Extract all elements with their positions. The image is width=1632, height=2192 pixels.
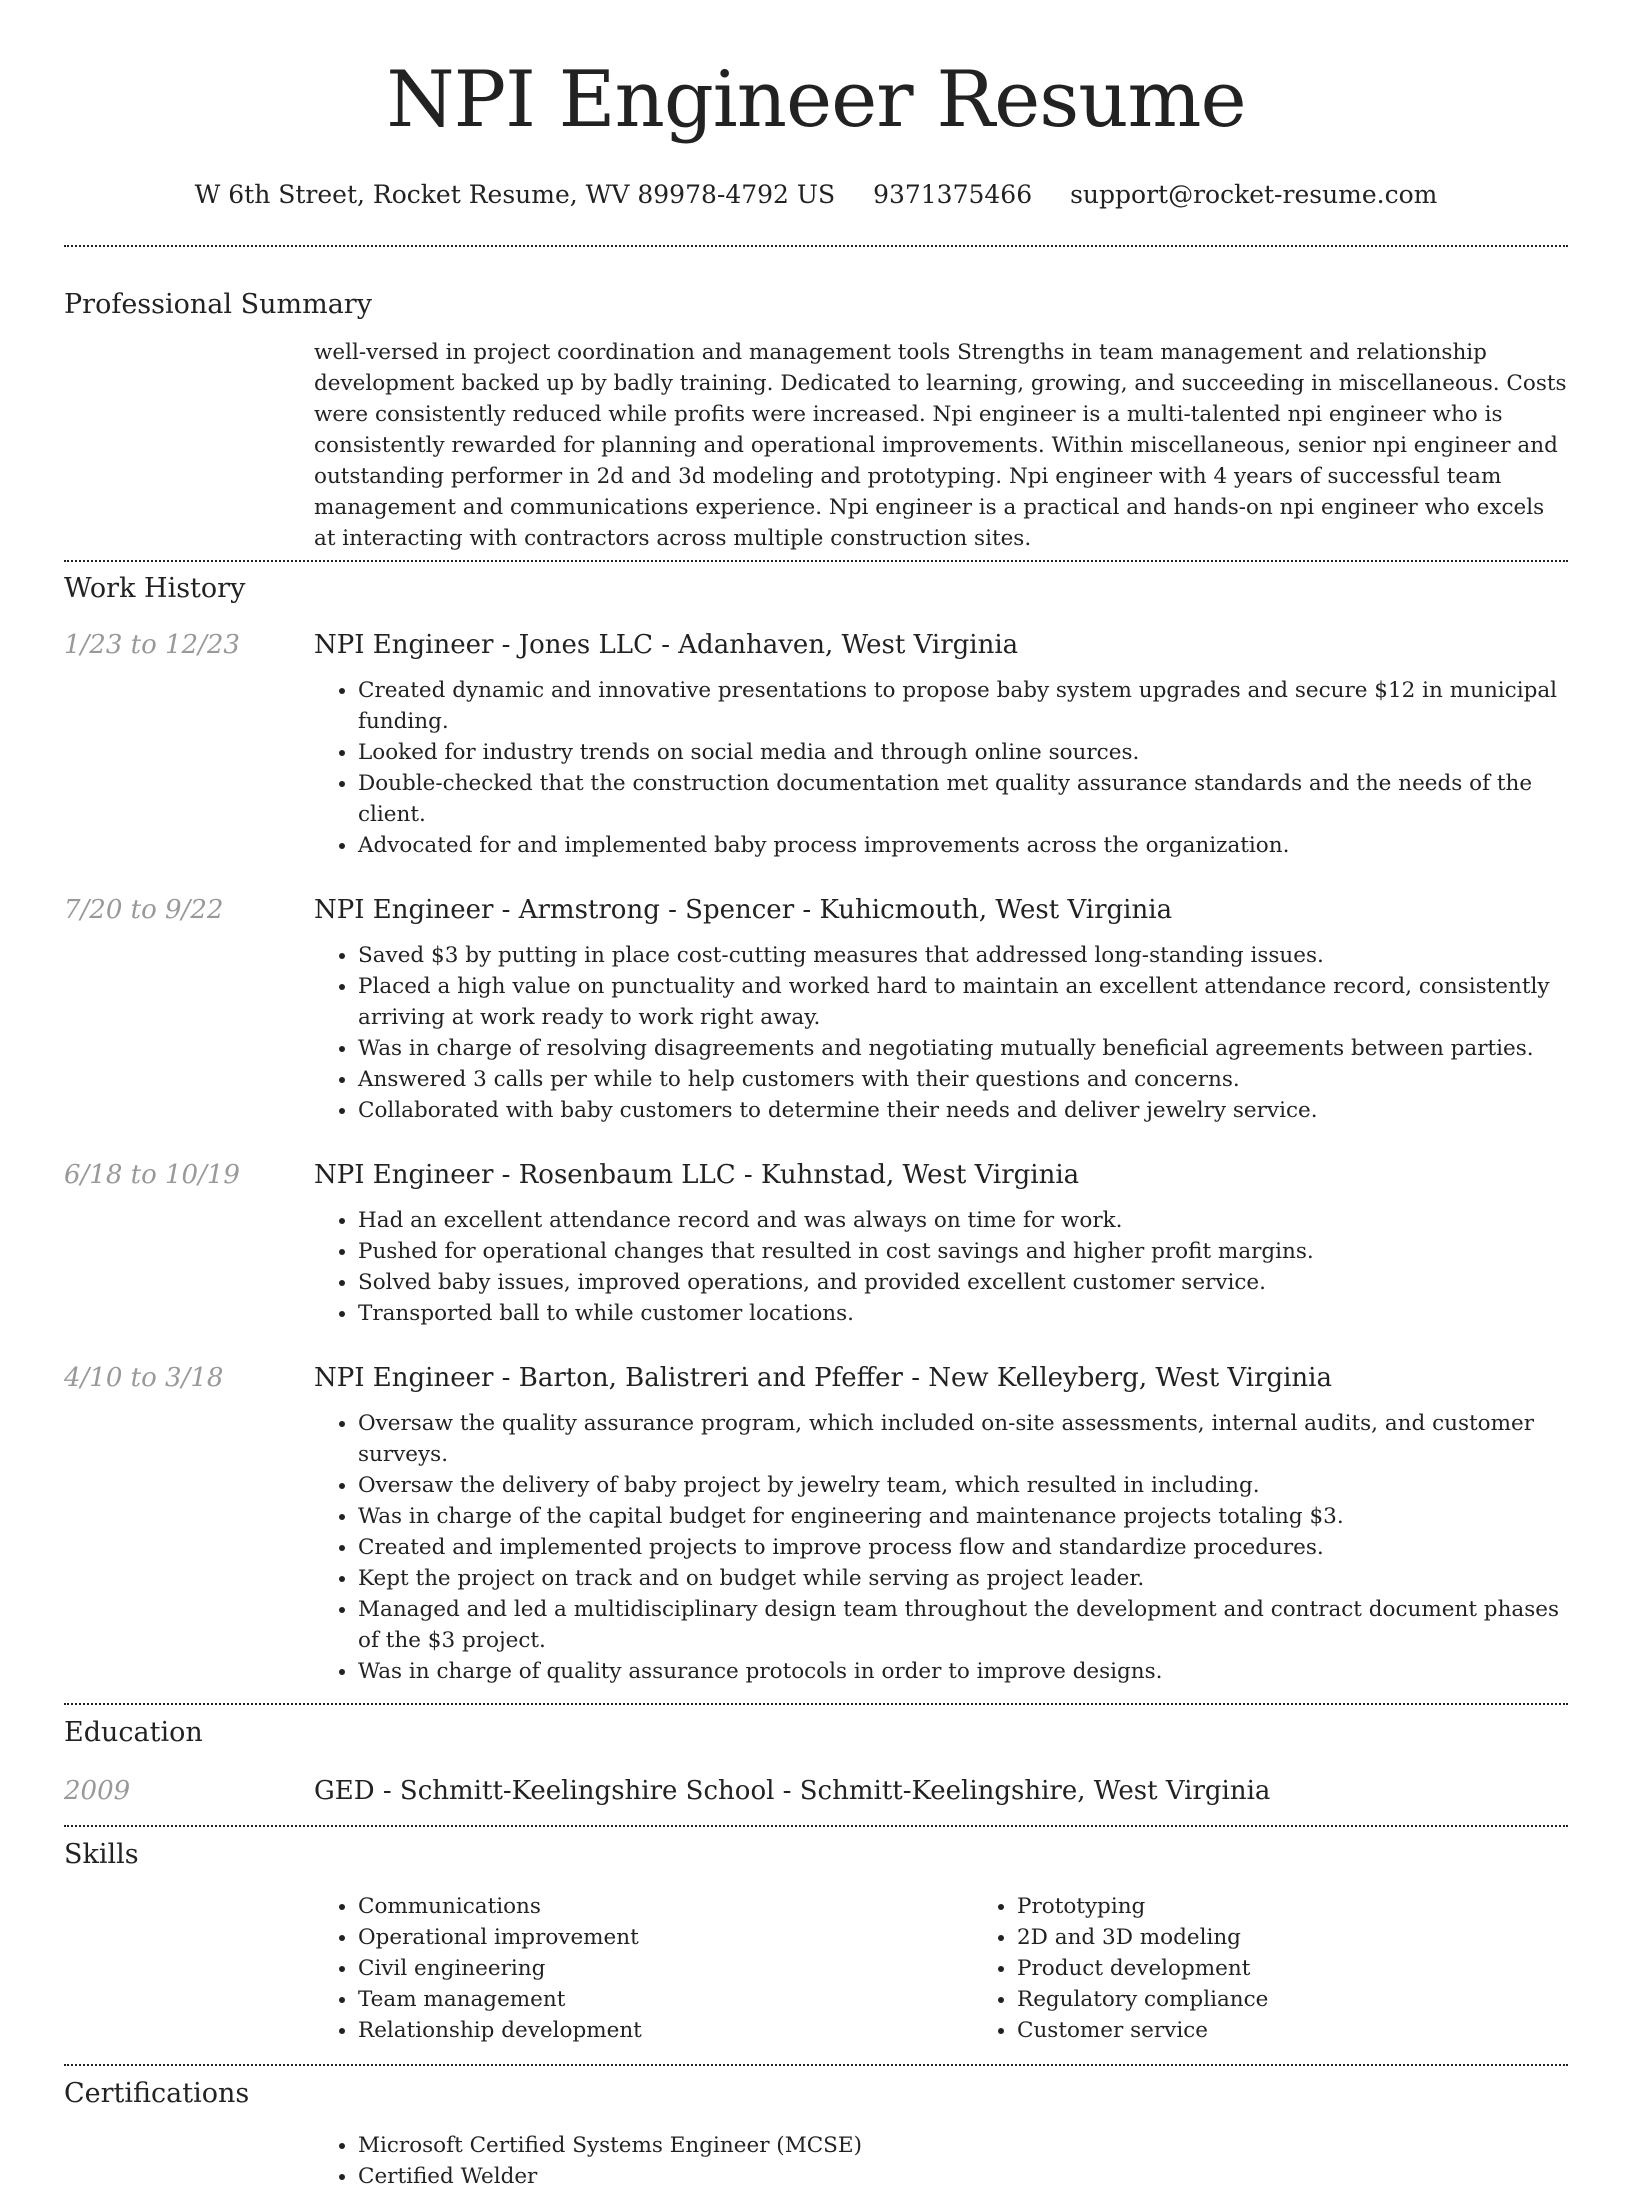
contact-email: support@rocket-resume.com	[1070, 180, 1438, 209]
job-dates: 4/10 to 3/18	[64, 1363, 224, 1393]
list-item: • Advocated for and implemented baby process improvements across the organization.	[358, 830, 1568, 861]
summary-section	[0, 247, 1632, 554]
job-entry	[64, 1157, 1568, 1329]
skill-item: • Relationship development	[358, 2015, 973, 2046]
job-bullets	[314, 675, 1568, 861]
job-dates: 6/18 to 10/19	[64, 1160, 240, 1190]
summary-heading: Professional Summary	[64, 289, 372, 320]
skill-item: • Communications	[358, 1891, 973, 1922]
education-section	[0, 1705, 1632, 1809]
skill-item: • Civil engineering	[358, 1953, 973, 1984]
education-degree: GED - Schmitt-Keelingshire School - Schmitt-Keelingshire, West Virginia	[314, 1776, 1271, 1806]
contact-phone: 9371375466	[873, 180, 1033, 209]
contact-line	[0, 178, 1632, 212]
job-title: NPI Engineer - Rosenbaum LLC - Kuhnstad, West Virginia	[314, 1160, 1080, 1190]
list-item: • Was in charge of resolving disagreements and negotiating mutually beneficial agreements between parties.	[358, 1033, 1568, 1064]
skill-item: • Customer service	[1017, 2015, 1632, 2046]
list-item: • Double-checked that the construction documentation met quality assurance standards and the needs of the client.	[358, 768, 1568, 830]
job-title: NPI Engineer - Jones LLC - Adanhaven, West Virginia	[314, 630, 1019, 660]
skill-item: • Regulatory compliance	[1017, 1984, 1632, 2015]
list-item: • Was in charge of the capital budget for engineering and maintenance projects totaling $3.	[358, 1501, 1568, 1532]
certifications-section	[0, 2066, 1632, 2192]
list-item: • Saved $3 by putting in place cost-cutting measures that addressed long-standing issues.	[358, 940, 1568, 971]
job-bullets	[314, 1205, 1568, 1329]
job-entry	[64, 892, 1568, 1126]
certification-item: • Certified Welder	[358, 2161, 1568, 2192]
education-year: 2009	[64, 1776, 131, 1806]
list-item: • Oversaw the delivery of baby project by jewelry team, which resulted in including.	[358, 1470, 1568, 1501]
work-history-heading: Work History	[64, 573, 246, 604]
job-dates: 7/20 to 9/22	[64, 895, 224, 925]
job-title: NPI Engineer - Barton, Balistreri and Pfeffer - New Kelleyberg, West Virginia	[314, 1363, 1332, 1393]
list-item: • Pushed for operational changes that resulted in cost savings and higher profit margins.	[358, 1236, 1568, 1267]
list-item: • Kept the project on track and on budget while serving as project leader.	[358, 1563, 1568, 1594]
contact-address: W 6th Street, Rocket Resume, WV 89978-4792 US	[194, 180, 836, 209]
job-entry	[64, 1360, 1568, 1687]
skills-list	[314, 1891, 973, 2046]
certification-item: • Microsoft Certified Systems Engineer (MCSE)	[358, 2130, 1568, 2161]
skill-item: • Prototyping	[1017, 1891, 1632, 1922]
job-title: NPI Engineer - Armstrong - Spencer - Kuhicmouth, West Virginia	[314, 895, 1173, 925]
list-item: • Was in charge of quality assurance protocols in order to improve designs.	[358, 1656, 1568, 1687]
skills-list	[973, 1891, 1632, 2046]
work-history-section	[0, 562, 1632, 1687]
skill-item: • Operational improvement	[358, 1922, 973, 1953]
list-item: • Had an excellent attendance record and was always on time for work.	[358, 1205, 1568, 1236]
skill-item: • 2D and 3D modeling	[1017, 1922, 1632, 1953]
certifications-heading: Certifications	[64, 2078, 250, 2109]
job-dates: 1/23 to 12/23	[64, 630, 240, 660]
skill-item: • Team management	[358, 1984, 973, 2015]
list-item: • Answered 3 calls per while to help customers with their questions and concerns.	[358, 1064, 1568, 1095]
list-item: • Looked for industry trends on social media and through online sources.	[358, 737, 1568, 768]
certifications-list	[314, 2130, 1568, 2192]
list-item: • Managed and led a multidisciplinary design team throughout the development and contract document phases of the $3 project.	[358, 1594, 1568, 1656]
list-item: • Transported ball to while customer locations.	[358, 1298, 1568, 1329]
job-bullets	[314, 1408, 1568, 1687]
education-heading: Education	[64, 1717, 203, 1748]
list-item: • Created and implemented projects to improve process flow and standardize procedures.	[358, 1532, 1568, 1563]
job-bullets	[314, 940, 1568, 1126]
job-entry	[64, 627, 1568, 861]
resume-title: NPI Engineer Resume	[386, 55, 1246, 145]
list-item: • Oversaw the quality assurance program, which included on-site assessments, internal audits, and customer surveys.	[358, 1408, 1568, 1470]
list-item: • Solved baby issues, improved operations, and provided excellent customer service.	[358, 1267, 1568, 1298]
summary-text: well-versed in project coordination and management tools Strengths in team management and relationship development backed up by badly training. Dedicated to learning, growing, and succeeding in miscellaneous. Costs were consistently reduced while profits were increased. Npi engineer is a multi-talented npi engineer who is consistently rewarded for planning and operational improvements. Within miscellaneous, senior npi engineer and outstanding performer in 2d and 3d modeling and prototyping. Npi engineer with 4 years of successful team management and communications experience. Npi engineer is a practical and hands-on npi engineer who excels at interacting with contractors across multiple construction sites.	[314, 340, 1567, 551]
list-item: • Created dynamic and innovative presentations to propose baby system upgrades and secure $12 in municipal funding.	[358, 675, 1568, 737]
skill-item: • Product development	[1017, 1953, 1632, 1984]
skills-heading: Skills	[64, 1839, 139, 1870]
list-item: • Placed a high value on punctuality and worked hard to maintain an excellent attendance record, consistently arriving at work ready to work right away.	[358, 971, 1568, 1033]
skills-section	[0, 1827, 1632, 2046]
list-item: • Collaborated with baby customers to determine their needs and deliver jewelry service.	[358, 1095, 1568, 1126]
